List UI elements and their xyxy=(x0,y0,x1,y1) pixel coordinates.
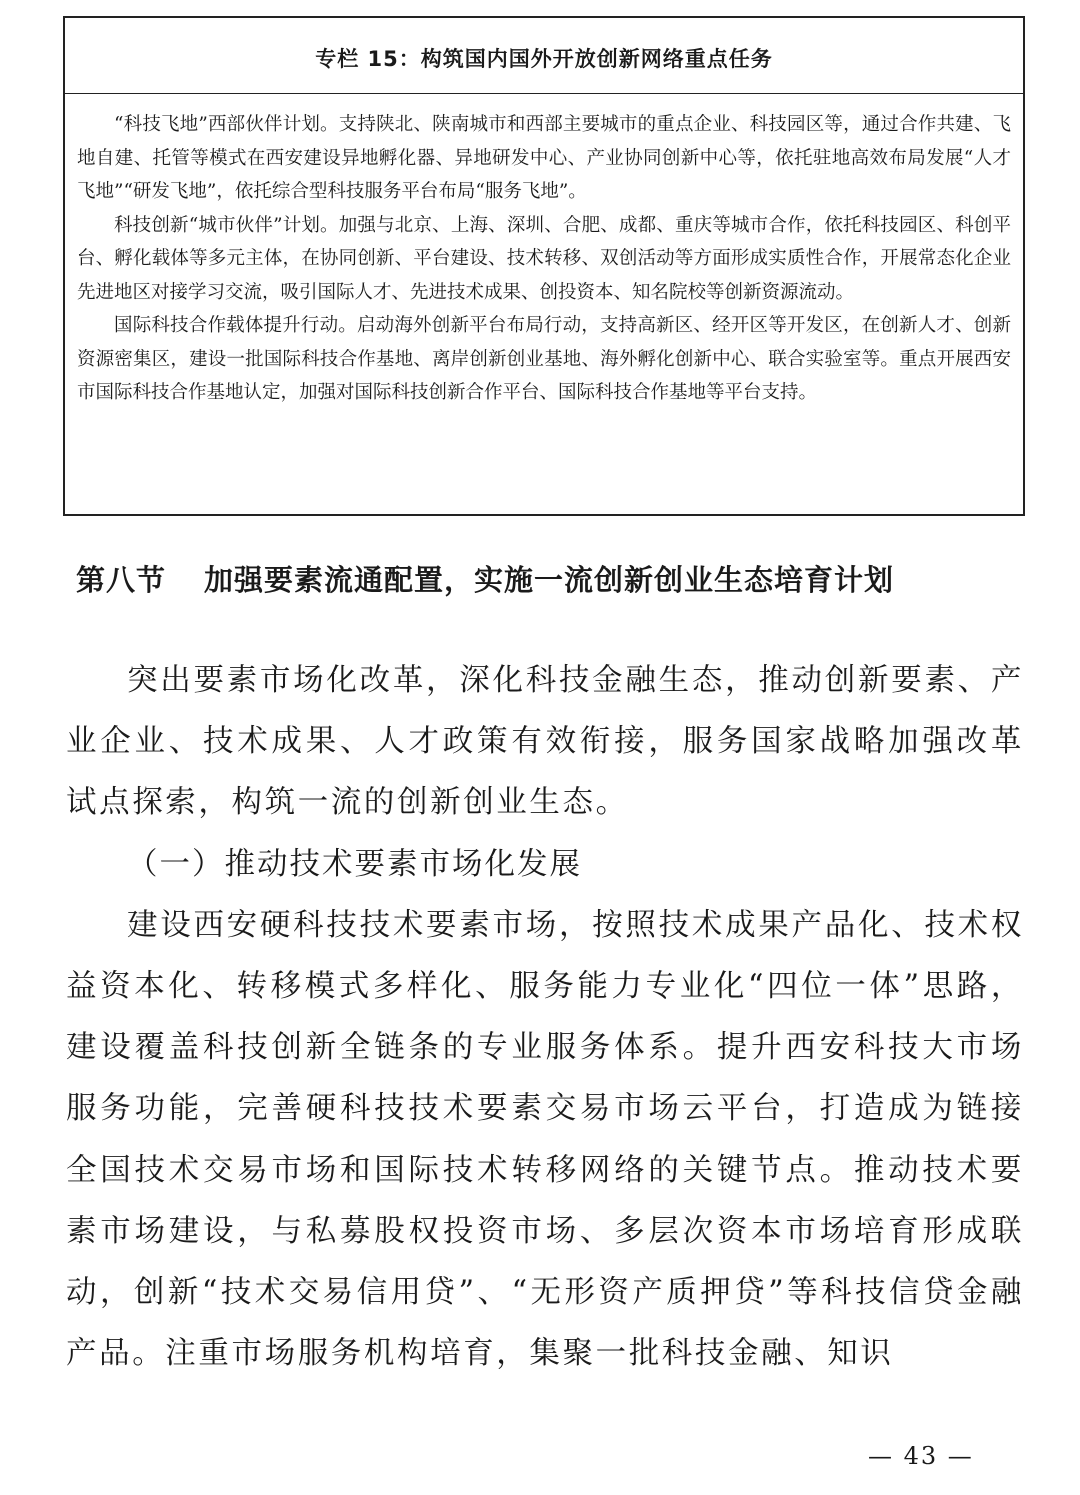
page-number: — 43 — xyxy=(868,1442,974,1470)
section-heading xyxy=(76,558,1036,599)
main-text xyxy=(66,650,1024,1384)
box-paragraph: “科技飞地”西部伙伴计划。支持陕北、陕南城市和西部主要城市的重点企业、科技园区等，通过合作共建、飞地自建、托管等模式在西安建设异地孵化器、异地研发中心、产业协同创新中心等，依托驻地高效布局发展“人才飞地”“研发飞地”，依托综合型科技服务平台布局“服务飞地”。 xyxy=(77,114,1011,202)
feature-box xyxy=(63,16,1025,516)
intro-paragraph: 突出要素市场化改革，深化科技金融生态，推动创新要素、产业企业、技术成果、人才政策有效衔接，服务国家战略加强改革试点探索，构筑一流的创新创业生态。 xyxy=(66,663,1024,821)
box-title: 专栏 15：构筑国内国外开放创新网络重点任务 xyxy=(65,18,1023,94)
body-paragraph: 建设西安硬科技技术要素市场，按照技术成果产品化、技术权益资本化、转移模式多样化、服务能力专业化“四位一体”思路，建设覆盖科技创新全链条的专业服务体系。提升西安科技大市场服务功能，完善硬科技技术要素交易市场云平台，打造成为链接全国技术交易市场和国际技术转移网络的关键节点。推动技术要素市场建设，与私募股权投资市场、多层次资本市场培育形成联动，创新“技术交易信用贷”、“无形资产质押贷”等科技信贷金融产品。注重市场服务机构培育，集聚一批科技金融、知识 xyxy=(66,907,1024,1372)
section-title: 加强要素流通配置，实施一流创新创业生态培育计划 xyxy=(204,563,895,597)
box-body xyxy=(65,94,1023,410)
box-paragraph: 科技创新“城市伙伴”计划。加强与北京、上海、深圳、合肥、成都、重庆等城市合作，依托科技园区、科创平台、孵化载体等多元主体，在协同创新、平台建设、技术转移、双创活动等方面形成实质性合作，开展常态化企业先进地区对接学习交流，吸引国际人才、先进技术成果、创投资本、知名院校等创新资源流动。 xyxy=(77,214,1011,303)
subheading: （一）推动技术要素市场化发展 xyxy=(127,846,582,882)
section-number: 第八节 xyxy=(76,563,167,597)
box-paragraph: 国际科技合作载体提升行动。启动海外创新平台布局行动，支持高新区、经开区等开发区，在创新人才、创新资源密集区，建设一批国际科技合作基地、离岸创新创业基地、海外孵化创新中心、联合实验室等。重点开展西安市国际科技合作基地认定，加强对国际科技创新合作平台、国际科技合作基地等平台支持。 xyxy=(77,315,1011,403)
